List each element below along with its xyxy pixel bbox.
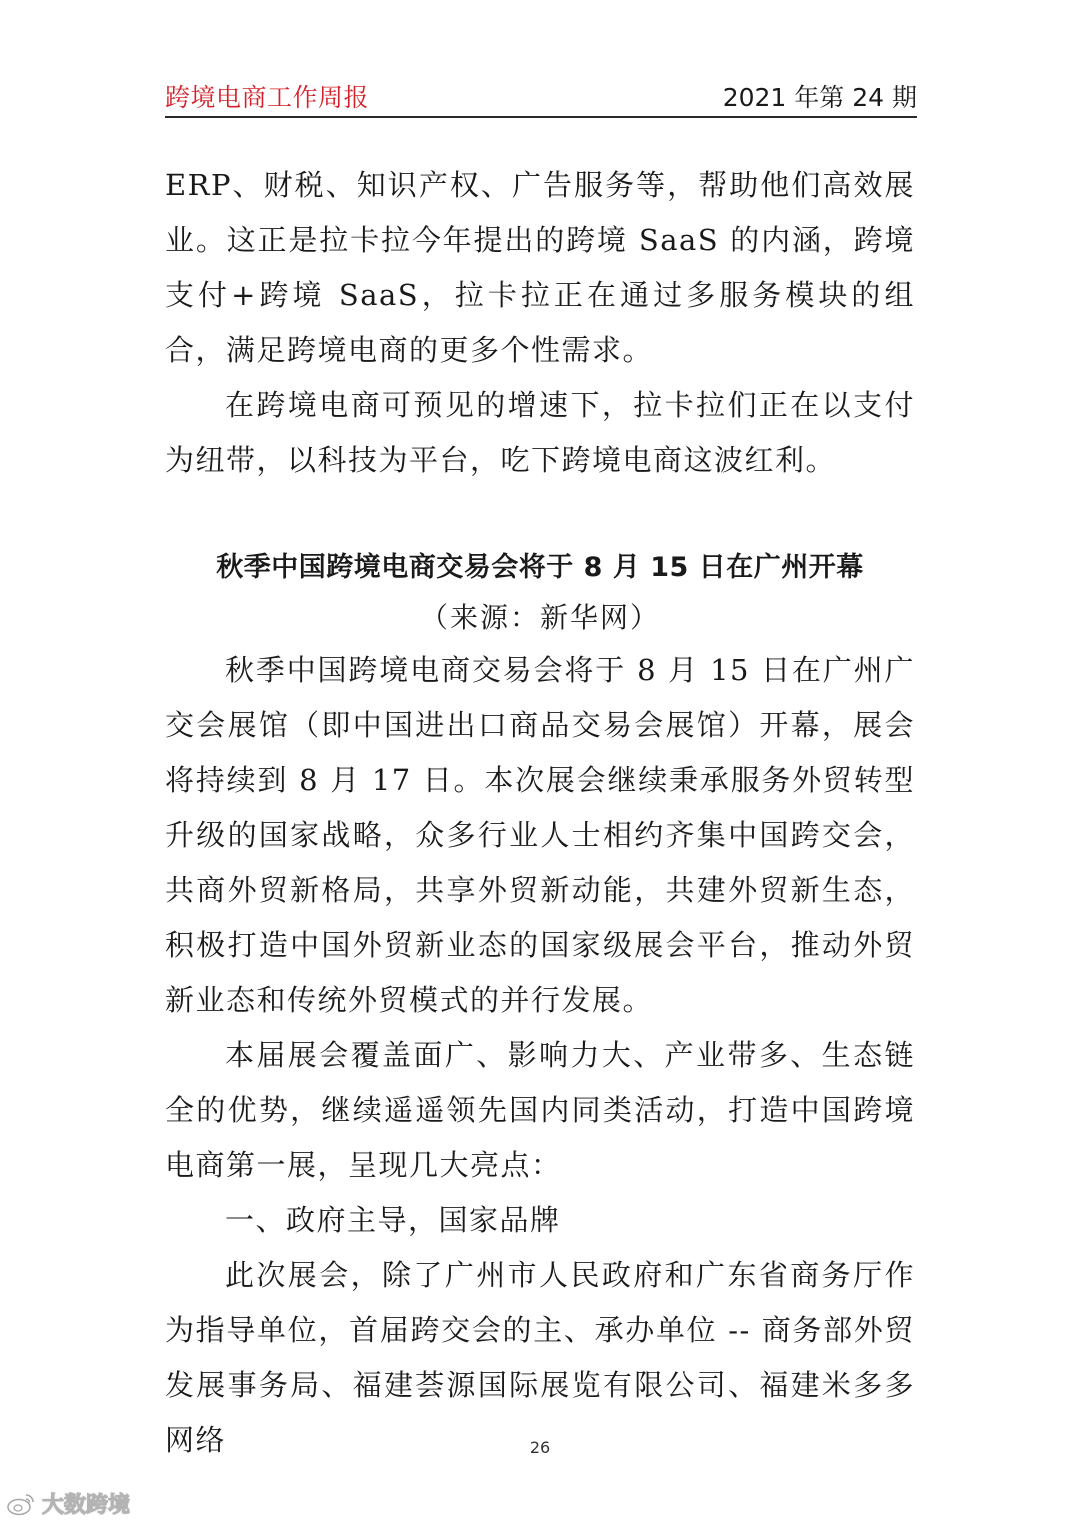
previous-article-body — [165, 158, 915, 488]
article-source: （来源：新华网） — [419, 601, 660, 634]
article-title: 秋季中国跨境电商交易会将于 8 月 15 日在广州开幕 — [216, 552, 864, 583]
issue-number: 2021 年第 24 期 — [722, 83, 917, 112]
page-header — [165, 72, 917, 118]
paragraph: 本届展会覆盖面广、影响力大、产业带多、生态链全的优势，继续遥遥领先国内同类活动，打造中国跨境电商第一展，呈现几大亮点： — [165, 1038, 915, 1182]
paragraph: ERP、财税、知识产权、广告服务等，帮助他们高效展业。这正是拉卡拉今年提出的跨境 SaaS 的内涵，跨境支付+跨境 SaaS，拉卡拉正在通过多服务模块的组合，满足跨境电商的更多个性需求。 — [165, 168, 915, 367]
watermark-text: 大数跨境 — [42, 1493, 131, 1518]
paragraph: 此次展会，除了广州市人民政府和广东省商务厅作为指导单位，首届跨交会的主、承办单位 -- 商务部外贸发展事务局、福建荟源国际展览有限公司、福建米多多网络 — [165, 1258, 915, 1457]
article-body — [165, 643, 915, 1468]
paragraph: 秋季中国跨境电商交易会将于 8 月 15 日在广州广交会展馆（即中国进出口商品交易会展馆）开幕，展会将持续到 8 月 17 日。本次展会继续秉承服务外贸转型升级的国家战略，众多行业人士相约齐集中国跨交会，共商外贸新格局，共享外贸新动能，共建外贸新生态，积极打造中国外贸新业态的国家级展会平台，推动外贸新业态和传统外贸模式的并行发展。 — [165, 653, 915, 1017]
page-number: 26 — [529, 1438, 551, 1457]
paragraph: 在跨境电商可预见的增速下，拉卡拉们正在以支付为纽带，以科技为平台，吃下跨境电商这波红利。 — [165, 388, 915, 477]
weibo-logo-icon — [6, 1492, 36, 1516]
section-heading: 一、政府主导，国家品牌 — [225, 1203, 561, 1237]
publication-title: 跨境电商工作周报 — [165, 83, 370, 112]
watermark — [6, 1488, 130, 1519]
